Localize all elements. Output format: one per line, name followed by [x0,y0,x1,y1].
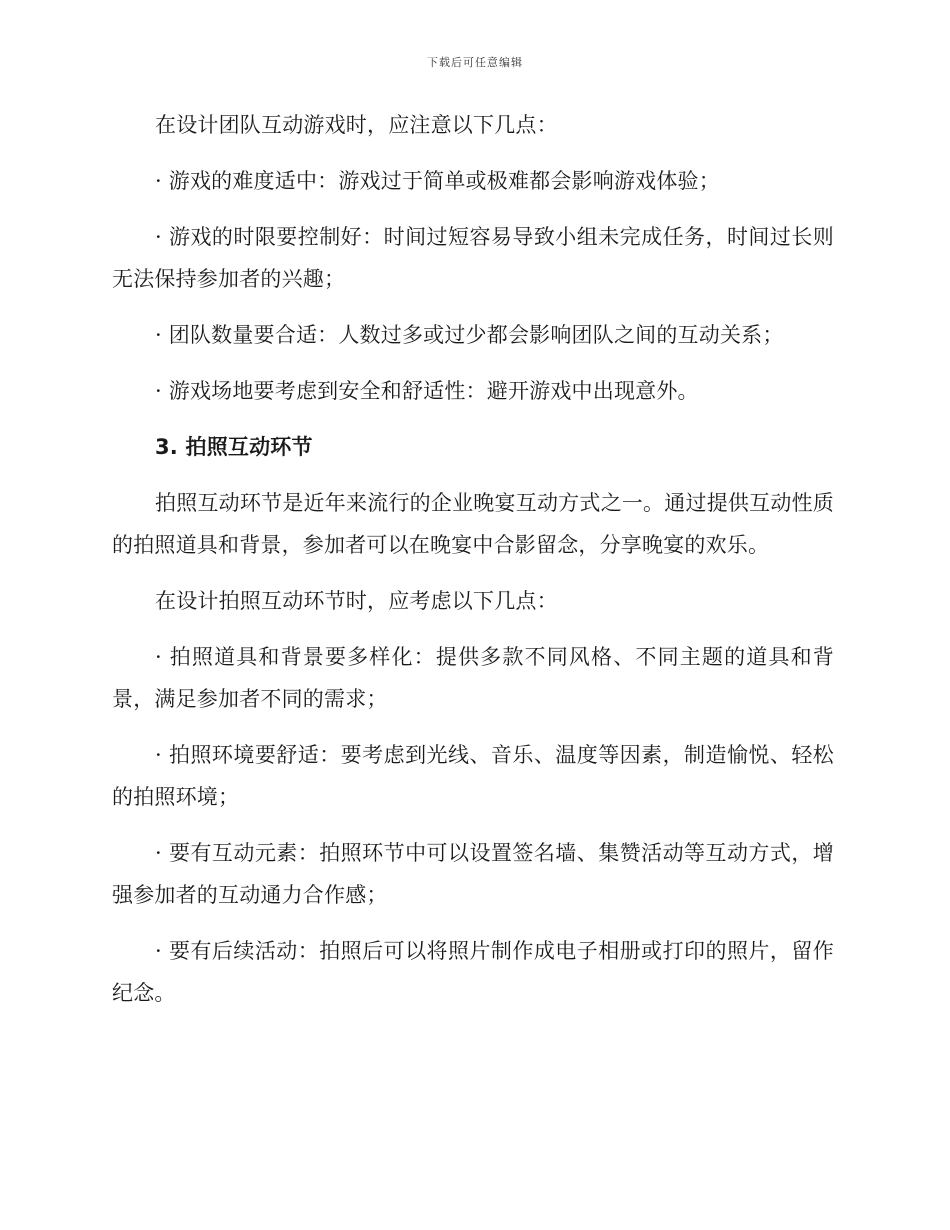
bullet-team-size: · 团队数量要合适：人数过多或过少都会影响团队之间的互动关系； [155,323,784,347]
document-body [112,104,834,1014]
photo-section-intro: 拍照互动环节是近年来流行的企业晚宴互动方式之一。通过提供互动性质的拍照道具和背景，参加者可以在晚宴中合影留念，分享晚宴的欢乐。 [112,491,834,557]
bullet-venue-safety: · 游戏场地要考虑到安全和舒适性：避开游戏中出现意外。 [155,379,699,403]
page-header: 下载后可任意编辑 [427,56,523,69]
section-heading-photo: 3. 拍照互动环节 [155,435,313,459]
bullet-time-limit: · 游戏的时限要控制好：时间过短容易导致小组未完成任务，时间过长则无法保持参加者的兴趣； [112,225,834,291]
bullet-follow-up: · 要有后续活动：拍照后可以将照片制作成电子相册或打印的照片，留作纪念。 [112,939,834,1005]
intro-paragraph-game-design: 在设计团队互动游戏时，应注意以下几点： [155,113,558,137]
bullet-environment: · 拍照环境要舒适：要考虑到光线、音乐、温度等因素，制造愉悦、轻松的拍照环境； [112,743,834,809]
bullet-props-variety: · 拍照道具和背景要多样化：提供多款不同风格、不同主题的道具和背景，满足参加者不同的需求； [112,645,834,711]
bullet-difficulty: · 游戏的难度适中：游戏过于简单或极难都会影响游戏体验； [155,169,720,193]
intro-paragraph-photo-design: 在设计拍照互动环节时，应考虑以下几点： [155,589,558,613]
bullet-interactive-elements: · 要有互动元素：拍照环节中可以设置签名墙、集赞活动等互动方式，增强参加者的互动通力合作感； [112,841,834,907]
